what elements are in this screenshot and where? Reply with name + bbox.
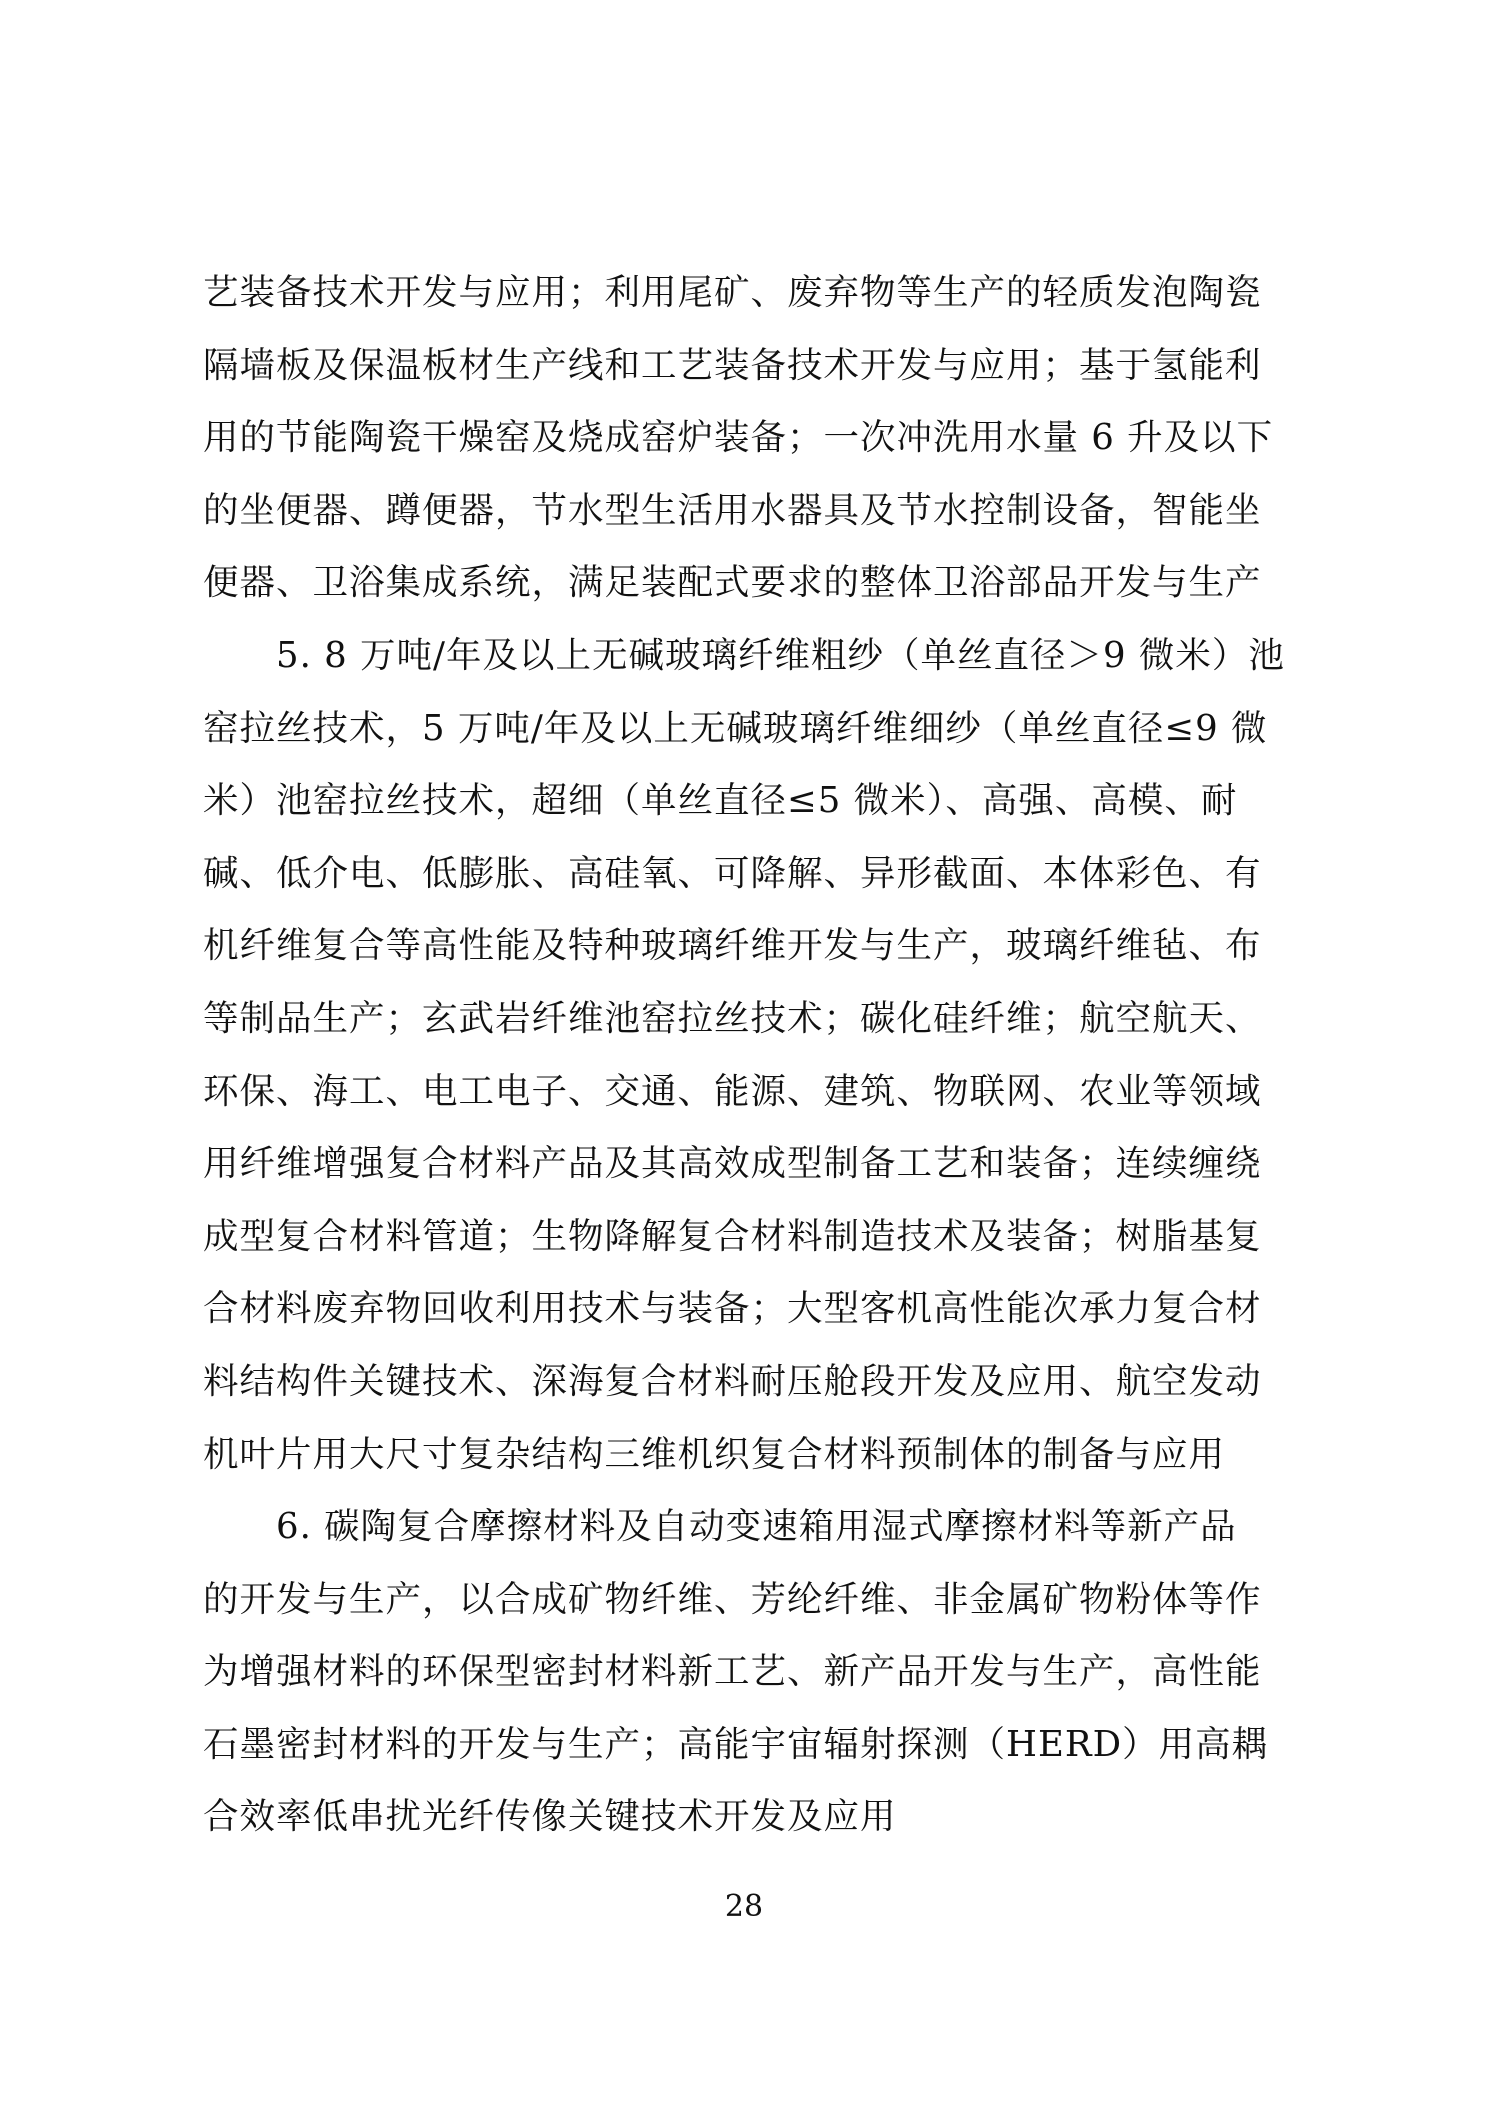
text-line: 窑拉丝技术，5 万吨/年及以上无碱玻璃纤维细纱（单丝直径≤9 微 <box>203 707 1268 749</box>
text-line: 的坐便器、蹲便器，节水型生活用水器具及节水控制设备，智能坐 <box>203 489 1262 531</box>
text-line: 便器、卫浴集成系统，满足装配式要求的整体卫浴部品开发与生产 <box>203 562 1262 604</box>
text-line: 碱、低介电、低膨胀、高硅氧、可降解、异形截面、本体彩色、有 <box>203 852 1262 894</box>
text-line: 米）池窑拉丝技术，超细（单丝直径≤5 微米）、高强、高模、耐 <box>203 780 1238 822</box>
paragraph-continuation <box>203 257 1283 620</box>
text-line: 用的节能陶瓷干燥窑及烧成窑炉装备；一次冲洗用水量 6 升及以下 <box>203 417 1274 459</box>
text-line: 合效率低串扰光纤传像关键技术开发及应用 <box>203 1796 897 1838</box>
text-line: 合材料废弃物回收利用技术与装备；大型客机高性能次承力复合材 <box>203 1288 1262 1330</box>
paragraph-item-5 <box>203 620 1283 1491</box>
text-line: 5. 8 万吨/年及以上无碱玻璃纤维粗纱（单丝直径＞9 微米）池 <box>276 634 1285 676</box>
text-line: 为增强材料的环保型密封材料新工艺、新产品开发与生产，高性能 <box>203 1651 1262 1693</box>
text-line: 环保、海工、电工电子、交通、能源、建筑、物联网、农业等领域 <box>203 1070 1262 1112</box>
text-line: 机叶片用大尺寸复杂结构三维机织复合材料预制体的制备与应用 <box>203 1433 1226 1475</box>
text-line: 料结构件关键技术、深海复合材料耐压舱段开发及应用、航空发动 <box>203 1360 1262 1402</box>
text-line: 机纤维复合等高性能及特种玻璃纤维开发与生产，玻璃纤维毡、布 <box>203 925 1262 967</box>
text-line: 隔墙板及保温板材生产线和工艺装备技术开发与应用；基于氢能利 <box>203 344 1262 386</box>
text-line: 石墨密封材料的开发与生产；高能宇宙辐射探测（HERD）用高耦 <box>203 1723 1269 1765</box>
text-line: 用纤维增强复合材料产品及其高效成型制备工艺和装备；连续缠绕 <box>203 1143 1262 1185</box>
page-number: 28 <box>724 1889 764 1924</box>
paragraph-item-6 <box>203 1491 1283 1854</box>
text-line: 艺装备技术开发与应用；利用尾矿、废弃物等生产的轻质发泡陶瓷 <box>203 272 1262 313</box>
text-line: 的开发与生产，以合成矿物纤维、芳纶纤维、非金属矿物粉体等作 <box>203 1578 1262 1620</box>
text-line: 6. 碳陶复合摩擦材料及自动变速箱用湿式摩擦材料等新产品 <box>276 1506 1237 1548</box>
body-text <box>203 257 1283 1854</box>
text-line: 等制品生产；玄武岩纤维池窑拉丝技术；碳化硅纤维；航空航天、 <box>203 997 1262 1039</box>
text-line: 成型复合材料管道；生物降解复合材料制造技术及装备；树脂基复 <box>203 1215 1262 1257</box>
